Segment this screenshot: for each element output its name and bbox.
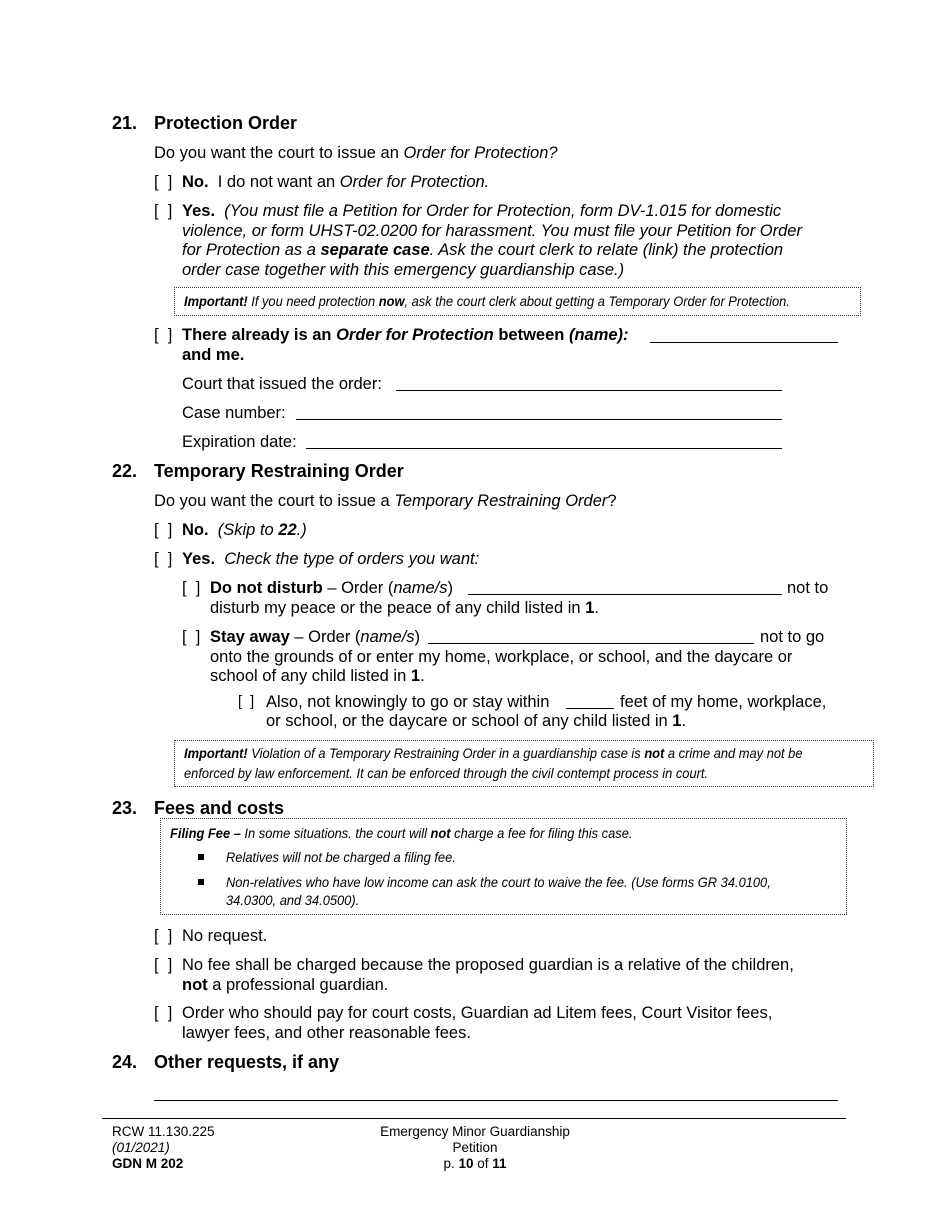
- s21-case-label: Case number:: [182, 404, 286, 422]
- footer-rcw: RCW 11.130.225: [112, 1124, 215, 1139]
- s22-also-checkbox[interactable]: [ ]: [238, 694, 255, 710]
- s22-no-option: No. (Skip to 22.): [182, 521, 307, 539]
- s23-opt1-checkbox[interactable]: [ ]: [154, 927, 173, 945]
- s22-disturb-checkbox[interactable]: [ ]: [182, 579, 201, 597]
- s21-existing-and-me: and me.: [182, 346, 245, 364]
- s21-yes-option: Yes. (You must file a Petition for Order for Protection, form DV-1.015 for domestic: [182, 202, 782, 220]
- s22-stay-checkbox[interactable]: [ ]: [182, 628, 201, 646]
- section-24-number: 24.: [112, 1052, 138, 1072]
- footer-date: (01/2021): [112, 1140, 170, 1155]
- section-22-title: Temporary Restraining Order: [154, 461, 404, 481]
- s22-stay-not-to-go: not to go: [760, 628, 825, 646]
- s23-opt2-checkbox[interactable]: [ ]: [154, 956, 173, 974]
- footer-title: Emergency Minor Guardianship: [380, 1124, 570, 1139]
- section-23-title: Fees and costs: [154, 798, 285, 818]
- section-23-number: 23.: [112, 798, 138, 818]
- s21-existing-checkbox[interactable]: [ ]: [154, 326, 173, 344]
- s21-no-option: No. I do not want an Order for Protection.: [182, 173, 490, 191]
- section-24-title: Other requests, if any: [154, 1052, 340, 1072]
- s21-existing-name-field[interactable]: [650, 327, 838, 343]
- s22-stay-option: Stay away – Order (name/s): [210, 628, 421, 646]
- s22-no-checkbox[interactable]: [ ]: [154, 521, 173, 539]
- s21-yes-line4: order case together with this emergency guardianship case.): [182, 261, 625, 279]
- s21-yes-line3: for Protection as a separate case. Ask the court clerk to relate (link) the protection: [182, 241, 784, 259]
- section-21-title: Protection Order: [154, 113, 298, 133]
- s23-opt3-text: Order who should pay for court costs, Guardian ad Litem fees, Court Visitor fees,: [182, 1004, 773, 1022]
- s23-opt3-line2: lawyer fees, and other reasonable fees.: [182, 1024, 471, 1042]
- s21-yes-checkbox[interactable]: [ ]: [154, 202, 173, 220]
- s22-stay-line3: school of any child listed in 1.: [210, 667, 425, 685]
- s21-no-checkbox[interactable]: [ ]: [154, 173, 173, 191]
- s21-question: Do you want the court to issue an Order for Protection?: [154, 144, 558, 162]
- s21-court-label: Court that issued the order:: [182, 375, 382, 393]
- s22-question: Do you want the court to issue a Temporary Restraining Order?: [154, 492, 617, 510]
- footer-page: p. 10 of 11: [443, 1156, 507, 1171]
- s22-important-text: Important! Violation of a Temporary Restraining Order in a guardianship case is not a crime and may not be: [184, 745, 803, 761]
- s23-opt2-text: No fee shall be charged because the proposed guardian is a relative of the children,: [182, 956, 794, 974]
- s23-bullet-2: [198, 879, 204, 885]
- s22-disturb-not-to: not to: [787, 579, 829, 597]
- section-22-number: 22.: [112, 461, 138, 481]
- s22-also-feet-text: feet of my home, workplace,: [620, 693, 827, 711]
- s23-opt1-text: No request.: [182, 927, 268, 945]
- s22-disturb-option: Do not disturb – Order (name/s): [210, 579, 453, 597]
- s22-stay-line2: onto the grounds of or enter my home, workplace, or school, and the daycare or: [210, 648, 793, 666]
- s23-fee-text: Filing Fee – In some situations. the court will not charge a fee for filing this case.: [170, 825, 633, 841]
- s22-disturb-line2: disturb my peace or the peace of any child listed in 1.: [210, 599, 599, 617]
- footer-form-number: GDN M 202: [112, 1156, 184, 1171]
- s21-case-field[interactable]: [296, 404, 782, 420]
- footer-divider: [102, 1118, 846, 1119]
- s21-important-text: Important! If you need protection now, ask the court clerk about getting a Temporary Order for Protection.: [184, 293, 790, 309]
- s22-stay-name-field[interactable]: [428, 628, 754, 644]
- section-21-number: 21.: [112, 113, 138, 133]
- s24-other-requests-field[interactable]: [154, 1086, 838, 1101]
- s21-yes-line2: violence, or form UHST-02.0200 for harassment. You must file your Petition for Order: [182, 222, 802, 240]
- s22-disturb-name-field[interactable]: [468, 579, 782, 595]
- s21-expiration-label: Expiration date:: [182, 433, 297, 451]
- s23-bullet-2-line2: 34.0300, and 34.0500).: [226, 892, 360, 908]
- s22-also-line2: or school, or the daycare or school of any child listed in 1.: [266, 712, 687, 730]
- s21-expiration-field[interactable]: [306, 433, 782, 449]
- footer-subtitle: Petition: [452, 1140, 498, 1155]
- s22-yes-option: Yes. Check the type of orders you want:: [182, 550, 480, 568]
- s23-bullet-1-text: Relatives will not be charged a filing fee.: [226, 849, 456, 865]
- s22-important-line2: enforced by law enforcement. It can be enforced through the civil contempt process in court.: [184, 765, 709, 781]
- s21-court-field[interactable]: [396, 375, 782, 391]
- s23-opt3-checkbox[interactable]: [ ]: [154, 1004, 173, 1022]
- s23-opt2-line2: not a professional guardian.: [182, 976, 389, 994]
- s22-yes-checkbox[interactable]: [ ]: [154, 550, 173, 568]
- s22-also-feet-field[interactable]: [566, 693, 614, 709]
- s21-existing-order: There already is an Order for Protection between (name):: [182, 326, 629, 344]
- s23-bullet-1: [198, 854, 204, 860]
- s23-bullet-2-text: Non-relatives who have low income can ask the court to waive the fee. (Use forms GR 34.0100,: [226, 874, 771, 890]
- s22-also-option: Also, not knowingly to go or stay within: [266, 693, 550, 711]
